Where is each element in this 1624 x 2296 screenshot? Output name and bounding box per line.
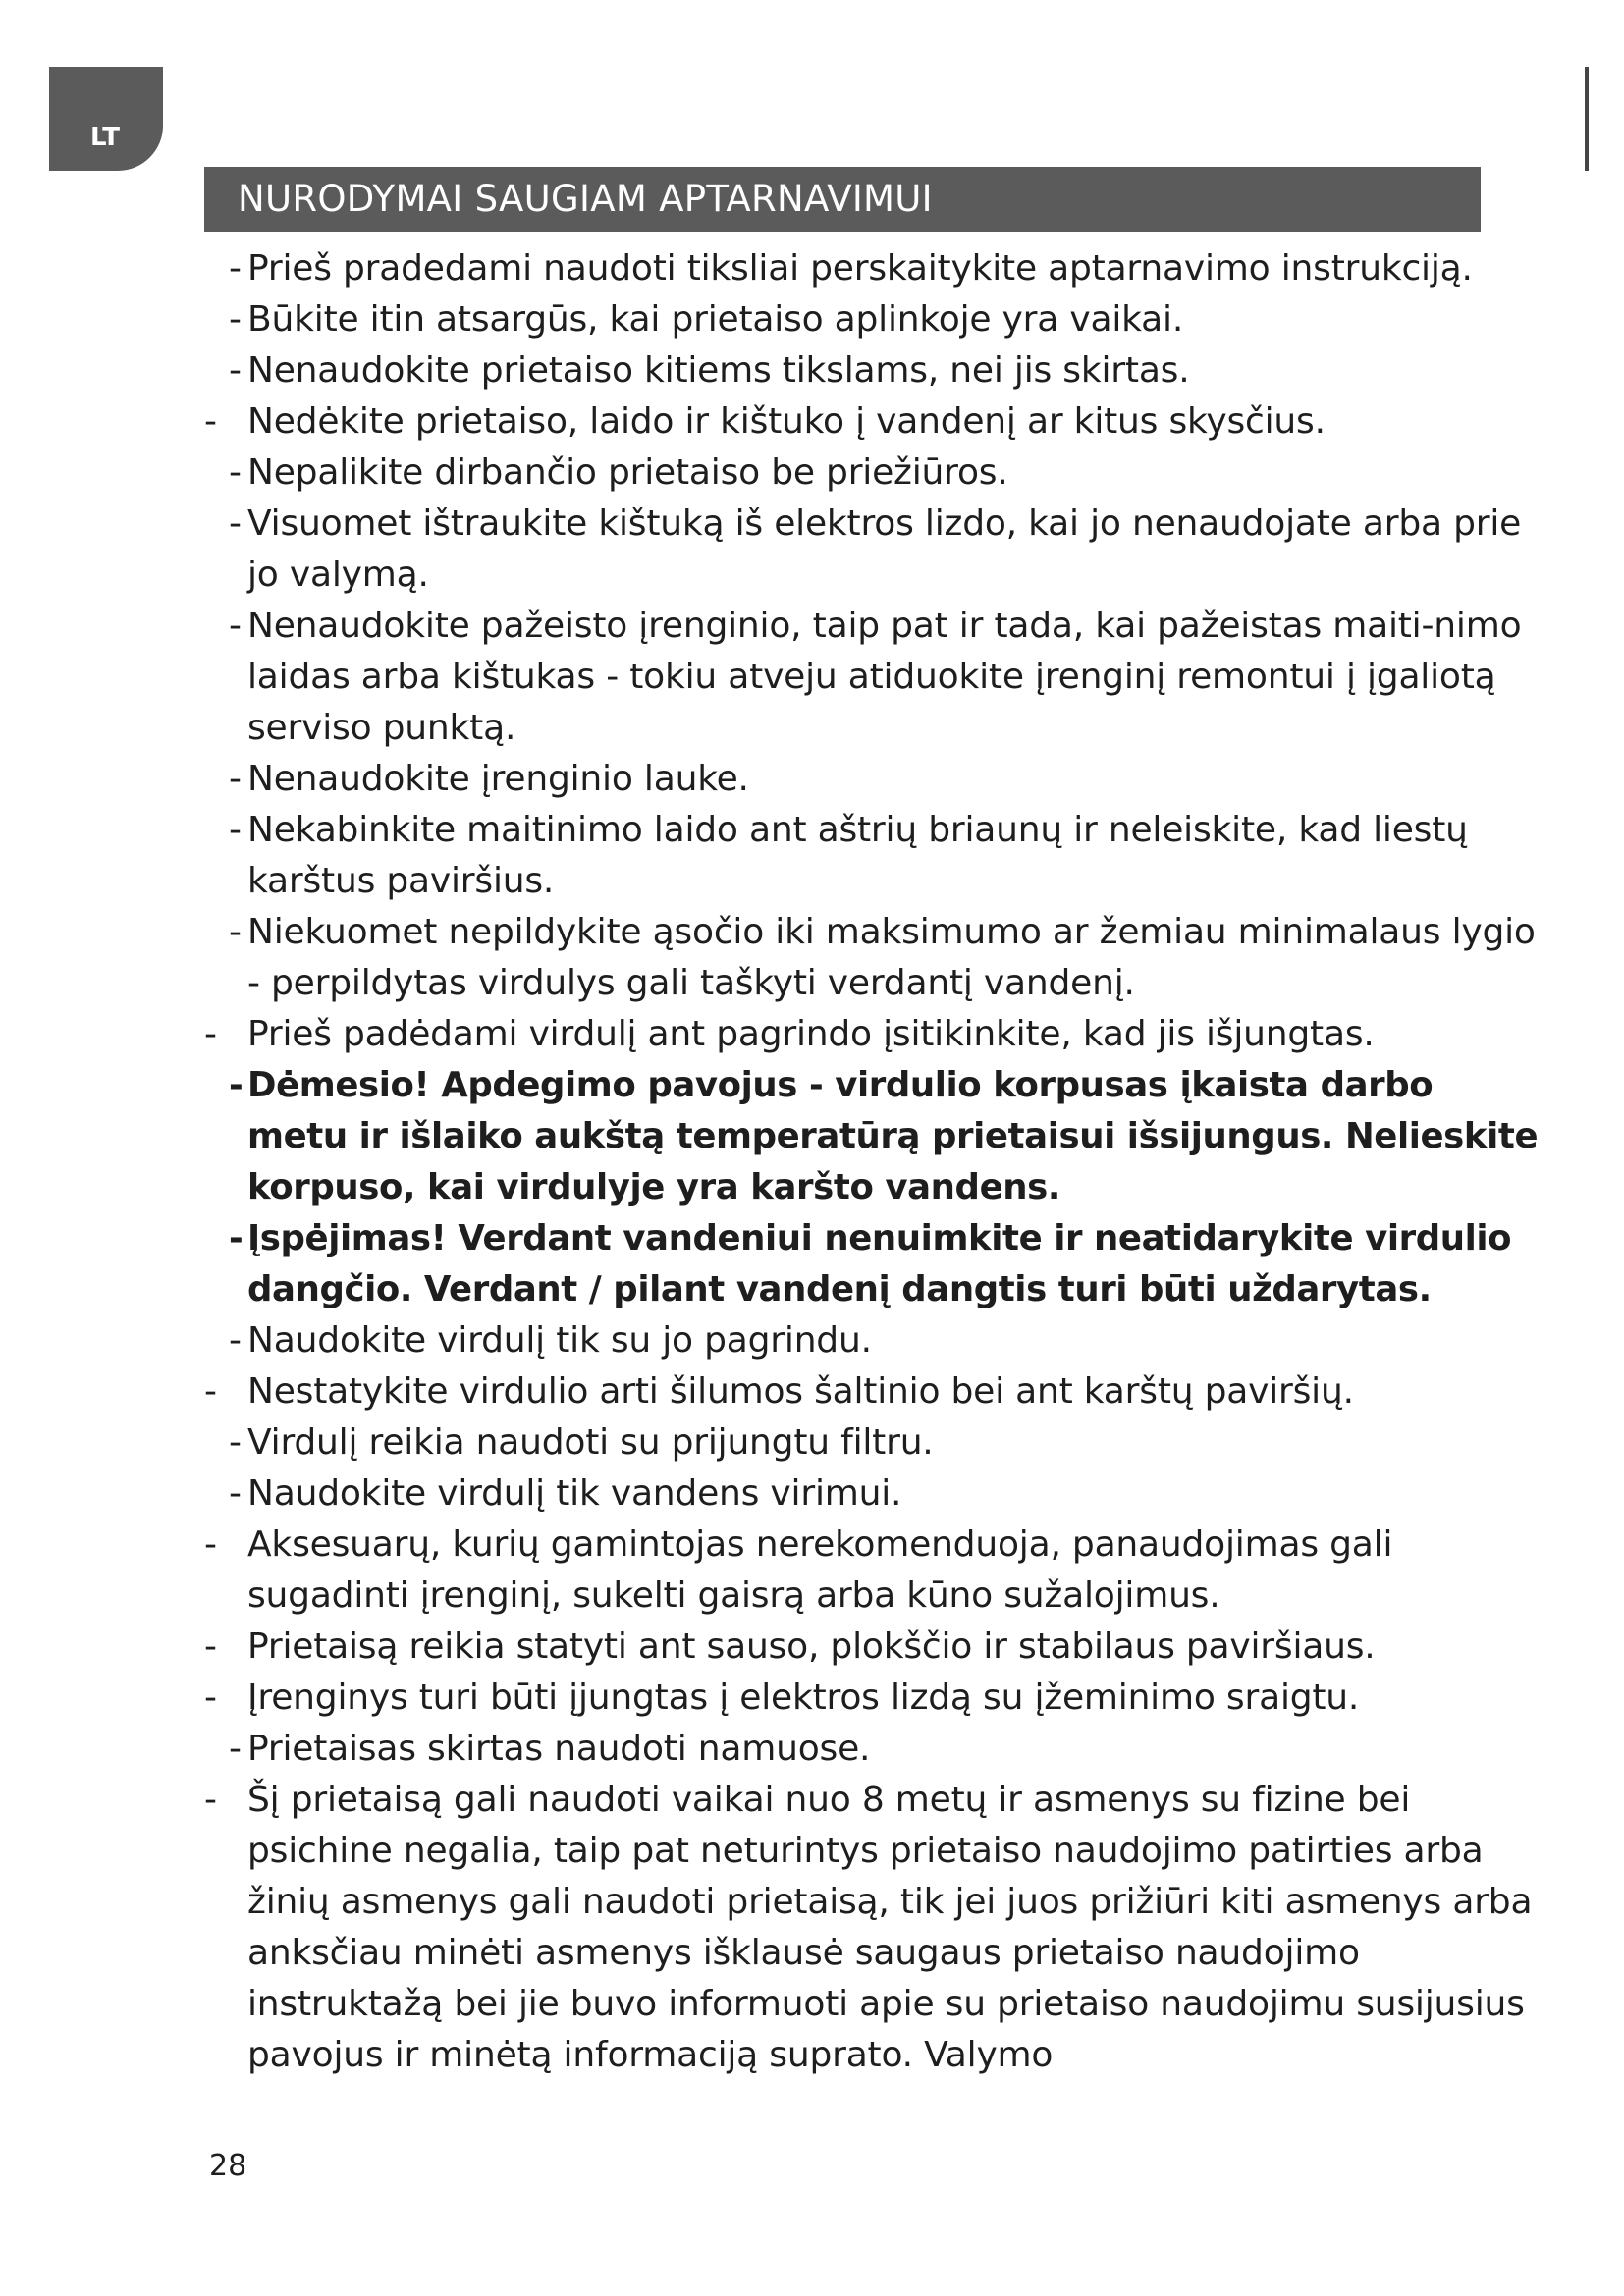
language-tab: LT	[49, 67, 163, 171]
list-item-text: Nenaudokite įrenginio lauke.	[247, 759, 749, 799]
list-item-text: Nenaudokite prietaiso kitiems tikslams, nei jis skirtas.	[247, 350, 1190, 391]
list-marker: -	[229, 606, 242, 646]
list-item	[206, 1520, 1542, 1622]
list-item	[206, 1315, 1542, 1366]
list-item	[206, 601, 1542, 754]
list-marker: -	[229, 504, 242, 544]
list-marker: -	[204, 1014, 217, 1054]
list-item-text: Naudokite virdulį tik vandens virimui.	[247, 1473, 902, 1514]
margin-rule	[1585, 67, 1589, 171]
warning-item	[206, 1213, 1542, 1315]
list-item-text: Virdulį reikia naudoti su prijungtu filtru.	[247, 1422, 934, 1463]
list-item	[206, 1366, 1542, 1417]
list-marker: -	[204, 1524, 217, 1565]
list-marker: -	[229, 453, 242, 493]
list-item	[206, 907, 1542, 1009]
list-marker: -	[229, 1065, 244, 1105]
list-marker: -	[204, 401, 217, 442]
list-marker: -	[229, 1729, 242, 1769]
list-item	[206, 346, 1542, 397]
section-title: NURODYMAI SAUGIAM APTARNAVIMUI	[204, 167, 1481, 232]
list-item	[206, 805, 1542, 907]
list-item-text: Būkite itin atsargūs, kai prietaiso aplinkoje yra vaikai.	[247, 299, 1184, 340]
list-marker: -	[229, 350, 242, 391]
list-item-text: Nedėkite prietaiso, laido ir kištuko į vandenį ar kitus skysčius.	[247, 401, 1326, 442]
list-item	[206, 1417, 1542, 1468]
list-item-text: Prietaisą reikia statyti ant sauso, plokščio ir stabilaus paviršiaus.	[247, 1627, 1376, 1667]
list-marker: -	[229, 248, 242, 289]
list-item-text: Nenaudokite pažeisto įrenginio, taip pat ir tada, kai pažeistas maiti-nimo laidas arba kištukas - tokiu atveju atiduokite įrenginį remontui į įgaliotą serviso punktą.	[247, 606, 1522, 748]
list-item	[206, 243, 1542, 294]
list-marker: -	[229, 810, 242, 850]
list-item	[206, 499, 1542, 601]
list-item	[206, 448, 1542, 499]
list-item	[206, 1468, 1542, 1520]
list-marker: -	[229, 1218, 244, 1258]
list-item-text: Dėmesio! Apdegimo pavojus - virdulio korpusas įkaista darbo metu ir išlaiko aukštą temperatūrą prietaisui išsijungus. Nelieskite korpuso, kai virdulyje yra karšto vandens.	[247, 1065, 1539, 1207]
list-marker: -	[229, 299, 242, 340]
list-item-text: Prieš padėdami virdulį ant pagrindo įsitikinkite, kad jis išjungtas.	[247, 1014, 1375, 1054]
list-item	[206, 294, 1542, 346]
list-item-text: Nekabinkite maitinimo laido ant aštrių briaunų ir neleiskite, kad liestų karštus paviršius.	[247, 810, 1468, 901]
safety-instructions-list	[206, 243, 1542, 2081]
list-marker: -	[204, 1678, 217, 1718]
list-item-text: Nepalikite dirbančio prietaiso be priežiūros.	[247, 453, 1008, 493]
list-marker: -	[229, 1473, 242, 1514]
warning-item	[206, 1060, 1542, 1213]
list-marker: -	[229, 1320, 242, 1361]
list-item	[206, 754, 1542, 805]
list-marker: -	[229, 1422, 242, 1463]
list-item	[206, 1009, 1542, 1060]
list-item-text: Nestatykite virdulio arti šilumos šaltinio bei ant karštų paviršių.	[247, 1371, 1354, 1412]
list-marker: -	[229, 912, 242, 952]
list-item	[206, 1673, 1542, 1724]
list-marker: -	[229, 759, 242, 799]
list-item-text: Prietaisas skirtas naudoti namuose.	[247, 1729, 871, 1769]
list-item-text: Šį prietaisą gali naudoti vaikai nuo 8 metų ir asmenys su fizine bei psichine negalia, taip pat neturintys prietaiso naudojimo patirties arba žinių asmenys gali naudoti prietaisą, tik jei juos prižiūri kiti asmenys arba anksčiau minėti asmenys išklausė saugaus prietaiso naudojimo instruktažą bei jie buvo informuoti apie su prietaiso naudojimu susijusius pavojus ir minėtą informaciją suprato. Valymo	[247, 1780, 1533, 2075]
page-number: 28	[209, 2149, 247, 2183]
list-item	[206, 1775, 1542, 2081]
list-item-text: Naudokite virdulį tik su jo pagrindu.	[247, 1320, 872, 1361]
list-item-text: Niekuomet nepildykite ąsočio iki maksimumo ar žemiau minimalaus lygio - perpildytas virdulys gali taškyti verdantį vandenį.	[247, 912, 1536, 1003]
list-marker: -	[204, 1371, 217, 1412]
list-item-text: Aksesuarų, kurių gamintojas nerekomenduoja, panaudojimas gali sugadinti įrenginį, sukelti gaisrą arba kūno sužalojimus.	[247, 1524, 1393, 1616]
list-item	[206, 397, 1542, 448]
list-marker: -	[204, 1627, 217, 1667]
list-item	[206, 1622, 1542, 1673]
list-item	[206, 1724, 1542, 1775]
list-item-text: Įspėjimas! Verdant vandeniui nenuimkite ir neatidarykite virdulio dangčio. Verdant / pilant vandenį dangtis turi būti uždarytas.	[247, 1218, 1512, 1309]
list-item-text: Įrenginys turi būti įjungtas į elektros lizdą su įžeminimo sraigtu.	[247, 1678, 1360, 1718]
list-item-text: Visuomet ištraukite kištuką iš elektros lizdo, kai jo nenaudojate arba prie jo valymą.	[247, 504, 1522, 595]
list-item-text: Prieš pradedami naudoti tiksliai perskaitykite aptarnavimo instrukciją.	[247, 248, 1473, 289]
list-marker: -	[204, 1780, 217, 1820]
